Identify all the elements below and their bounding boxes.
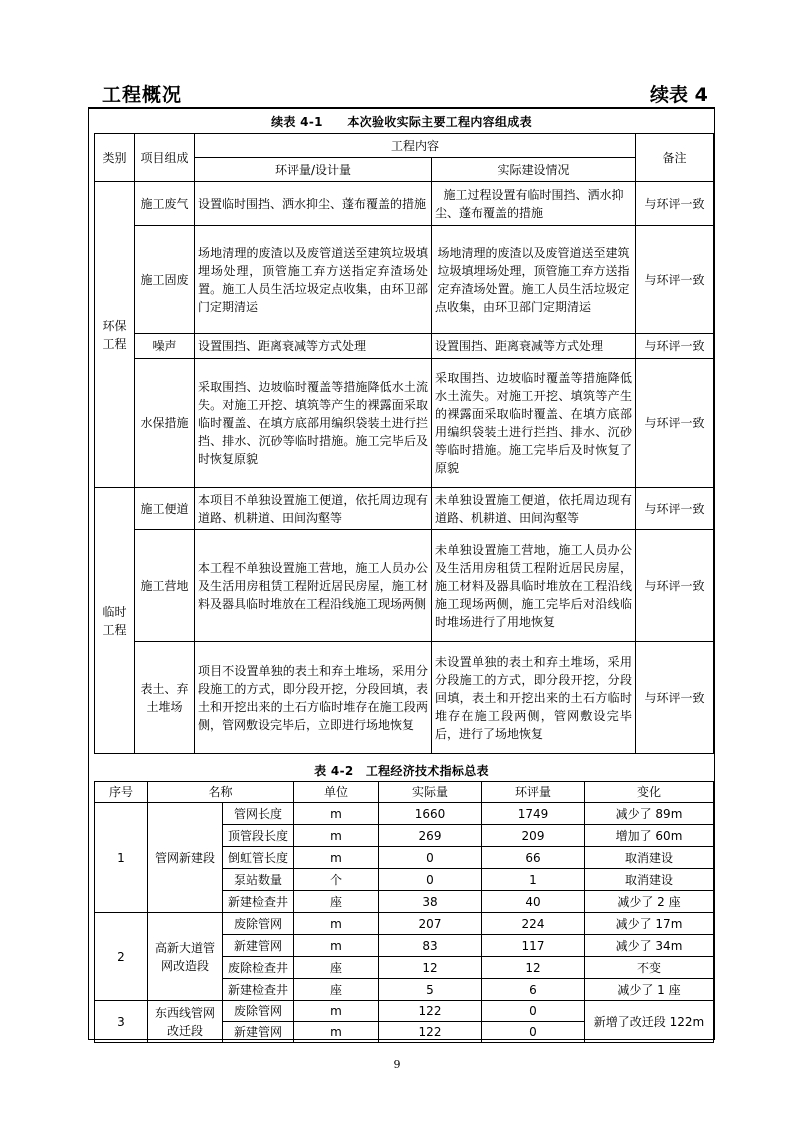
note-cell: 与环评一致 bbox=[636, 226, 714, 334]
unit-cell: m bbox=[294, 913, 379, 935]
eia-cell: 采取围挡、边坡临时覆盖等措施降低水土流失。对施工开挖、填筑等产生的裸露面采取临时覆盖、在填方底部用编织袋装土进行拦挡、排水、沉砂等临时措施。施工完毕后及时恢复原貌 bbox=[195, 359, 432, 488]
actual-cell: 采取围挡、边坡临时覆盖等措施降低水土流失。对施工开挖、填筑等产生的裸露面采取临时覆盖、在填方底部用编织袋装土进行拦挡、排水、沉砂等临时措施。施工完毕后及时恢复了原貌 bbox=[432, 359, 636, 488]
change-cell: 不变 bbox=[585, 957, 714, 979]
group-no: 3 bbox=[95, 1001, 148, 1043]
group-name: 管网新建段 bbox=[148, 803, 223, 913]
change-cell: 减少了 2 座 bbox=[585, 891, 714, 913]
indicator-name: 新建检查井 bbox=[223, 891, 294, 913]
header-category: 类别 bbox=[95, 134, 135, 182]
unit-cell: m bbox=[294, 847, 379, 869]
change-cell: 减少了 1 座 bbox=[585, 979, 714, 1001]
unit-cell: m bbox=[294, 803, 379, 825]
unit-cell: m bbox=[294, 1022, 379, 1043]
indicator-name: 倒虹管长度 bbox=[223, 847, 294, 869]
indicator-name: 泵站数量 bbox=[223, 869, 294, 891]
actual-cell: 施工过程设置有临时围挡、洒水抑尘、蓬布覆盖的措施 bbox=[432, 182, 636, 226]
eia-cell: 6 bbox=[482, 979, 585, 1001]
actual-cell: 未设置单独的表土和弃土堆场，采用分段施工的方式，即分段开挖，分段回填，表土和开挖出来的土石方临时堆存在施工段两侧，管网敷设完毕后，进行了场地恢复 bbox=[432, 642, 636, 754]
header-name: 名称 bbox=[148, 782, 294, 803]
category-cell: 环保工程 bbox=[95, 182, 135, 488]
note-cell: 与环评一致 bbox=[636, 359, 714, 488]
actual-cell: 1660 bbox=[379, 803, 482, 825]
eia-cell: 40 bbox=[482, 891, 585, 913]
item-cell: 施工废气 bbox=[135, 182, 195, 226]
actual-cell: 122 bbox=[379, 1022, 482, 1043]
indicator-name: 新建管网 bbox=[223, 1022, 294, 1043]
eia-cell: 12 bbox=[482, 957, 585, 979]
engineering-content-table bbox=[94, 133, 714, 754]
actual-cell: 122 bbox=[379, 1001, 482, 1022]
group-no: 1 bbox=[95, 803, 148, 913]
table-row bbox=[95, 359, 714, 488]
indicator-name: 顶管段长度 bbox=[223, 825, 294, 847]
table-row bbox=[95, 488, 714, 530]
eia-cell: 场地清理的废渣以及废管道送至建筑垃圾填埋场处理，顶管施工弃方送指定弃渣场处置。施工人员生活垃圾定点收集，由环卫部门定期清运 bbox=[195, 226, 432, 334]
item-cell: 施工固废 bbox=[135, 226, 195, 334]
actual-cell: 场地清理的废渣以及废管道送至建筑垃圾填埋场处理，顶管施工弃方送指定弃渣场处置。施工人员生活垃圾定点收集，由环卫部门定期清运 bbox=[432, 226, 636, 334]
actual-cell: 83 bbox=[379, 935, 482, 957]
note-cell: 与环评一致 bbox=[636, 488, 714, 530]
group-name: 高新大道管网改造段 bbox=[148, 913, 223, 1001]
table-row bbox=[95, 334, 714, 359]
eia-cell: 66 bbox=[482, 847, 585, 869]
table2-caption: 表 4-2 工程经济技术指标总表 bbox=[314, 764, 489, 778]
change-cell: 取消建设 bbox=[585, 847, 714, 869]
change-cell: 新增了改迁段 122m bbox=[585, 1001, 714, 1043]
group-name: 东西线管网改迁段 bbox=[148, 1001, 223, 1043]
category-cell: 临时工程 bbox=[95, 488, 135, 754]
table-row bbox=[95, 226, 714, 334]
unit-cell: 座 bbox=[294, 891, 379, 913]
table-row bbox=[95, 803, 714, 825]
eia-cell: 0 bbox=[482, 1001, 585, 1022]
eia-cell: 0 bbox=[482, 1022, 585, 1043]
indicator-name: 新建检查井 bbox=[223, 979, 294, 1001]
table-row bbox=[95, 530, 714, 642]
actual-cell: 0 bbox=[379, 869, 482, 891]
header-actual: 实际建设情况 bbox=[432, 158, 636, 182]
header-unit: 单位 bbox=[294, 782, 379, 803]
unit-cell: m bbox=[294, 825, 379, 847]
actual-cell: 5 bbox=[379, 979, 482, 1001]
indicator-name: 废除管网 bbox=[223, 1001, 294, 1022]
eia-cell: 项目不设置单独的表土和弃土堆场，采用分段施工的方式，即分段开挖，分段回填，表土和开挖出来的土石方临时堆存在施工段两侧，管网敷设完毕后，立即进行场地恢复 bbox=[195, 642, 432, 754]
group-no: 2 bbox=[95, 913, 148, 1001]
unit-cell: m bbox=[294, 1001, 379, 1022]
unit-cell: m bbox=[294, 935, 379, 957]
actual-cell: 0 bbox=[379, 847, 482, 869]
header-actual: 实际量 bbox=[379, 782, 482, 803]
change-cell: 减少了 89m bbox=[585, 803, 714, 825]
unit-cell: 座 bbox=[294, 979, 379, 1001]
actual-cell: 未单独设置施工营地，施工人员办公及生活用房租赁工程附近居民房屋，施工材料及器具临时堆放在工程沿线施工现场两侧，施工完毕后对沿线临时堆场进行了用地恢复 bbox=[432, 530, 636, 642]
indicator-name: 管网长度 bbox=[223, 803, 294, 825]
eia-cell: 设置围挡、距离衰减等方式处理 bbox=[195, 334, 432, 359]
header-item: 项目组成 bbox=[135, 134, 195, 182]
actual-cell: 269 bbox=[379, 825, 482, 847]
header-eia: 环评量/设计量 bbox=[195, 158, 432, 182]
header-note: 备注 bbox=[636, 134, 714, 182]
actual-cell: 设置围挡、距离衰减等方式处理 bbox=[432, 334, 636, 359]
eia-cell: 1 bbox=[482, 869, 585, 891]
page-number: 9 bbox=[393, 1058, 401, 1071]
actual-cell: 12 bbox=[379, 957, 482, 979]
header-change: 变化 bbox=[585, 782, 714, 803]
table-row bbox=[95, 913, 714, 935]
table-row bbox=[95, 182, 714, 226]
continued-table-label: 续表 4 bbox=[650, 84, 708, 106]
note-cell: 与环评一致 bbox=[636, 182, 714, 226]
table-row bbox=[95, 642, 714, 754]
note-cell: 与环评一致 bbox=[636, 334, 714, 359]
indicator-name: 废除检查井 bbox=[223, 957, 294, 979]
change-cell: 减少了 34m bbox=[585, 935, 714, 957]
item-cell: 表土、弃土堆场 bbox=[135, 642, 195, 754]
actual-cell: 未单独设置施工便道，依托周边现有道路、机耕道、田间沟壑等 bbox=[432, 488, 636, 530]
eia-cell: 224 bbox=[482, 913, 585, 935]
unit-cell: 个 bbox=[294, 869, 379, 891]
table-header-row bbox=[95, 782, 714, 803]
table-row bbox=[95, 1001, 714, 1022]
eia-cell: 本项目不单独设置施工便道，依托周边现有道路、机耕道、田间沟壑等 bbox=[195, 488, 432, 530]
eia-cell: 本工程不单独设置施工营地，施工人员办公及生活用房租赁工程附近居民房屋，施工材料及器具临时堆放在工程沿线施工现场两侧 bbox=[195, 530, 432, 642]
actual-cell: 207 bbox=[379, 913, 482, 935]
table-header-row bbox=[95, 134, 714, 158]
item-cell: 噪声 bbox=[135, 334, 195, 359]
section-title: 工程概况 bbox=[102, 84, 183, 106]
header-eia: 环评量 bbox=[482, 782, 585, 803]
header-no: 序号 bbox=[95, 782, 148, 803]
note-cell: 与环评一致 bbox=[636, 642, 714, 754]
eia-cell: 117 bbox=[482, 935, 585, 957]
change-cell: 减少了 17m bbox=[585, 913, 714, 935]
technical-indicators-table bbox=[94, 781, 714, 1043]
item-cell: 施工便道 bbox=[135, 488, 195, 530]
actual-cell: 38 bbox=[379, 891, 482, 913]
change-cell: 增加了 60m bbox=[585, 825, 714, 847]
note-cell: 与环评一致 bbox=[636, 530, 714, 642]
indicator-name: 废除管网 bbox=[223, 913, 294, 935]
table1-caption: 续表 4-1 本次验收实际主要工程内容组成表 bbox=[271, 115, 532, 129]
change-cell: 取消建设 bbox=[585, 869, 714, 891]
header-content: 工程内容 bbox=[195, 134, 636, 158]
indicator-name: 新建管网 bbox=[223, 935, 294, 957]
eia-cell: 209 bbox=[482, 825, 585, 847]
item-cell: 施工营地 bbox=[135, 530, 195, 642]
unit-cell: 座 bbox=[294, 957, 379, 979]
item-cell: 水保措施 bbox=[135, 359, 195, 488]
eia-cell: 1749 bbox=[482, 803, 585, 825]
eia-cell: 设置临时围挡、洒水抑尘、蓬布覆盖的措施 bbox=[195, 182, 432, 226]
